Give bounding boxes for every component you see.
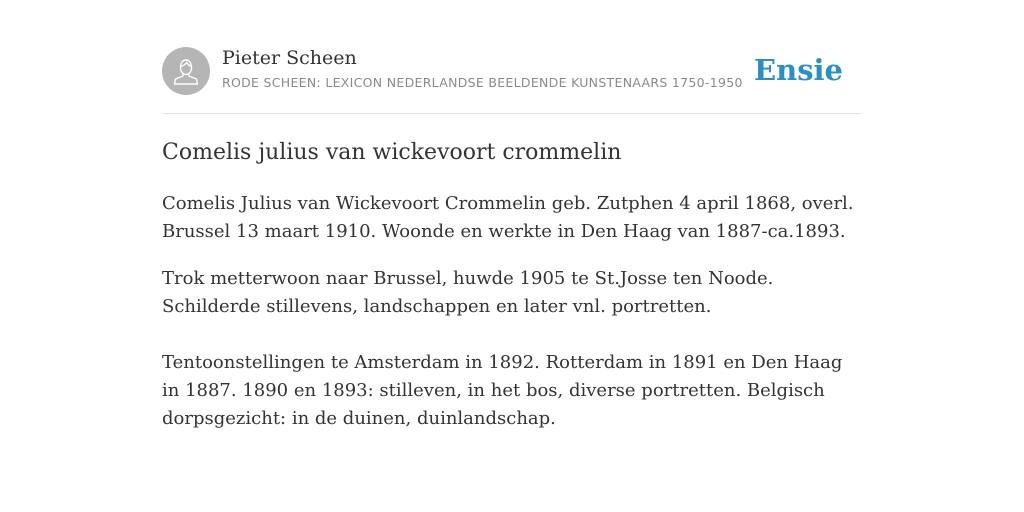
article-card — [162, 46, 862, 433]
article-paragraph-1: Comelis Julius van Wickevoort Crommelin geb. Zutphen 4 april 1868, overl. Brussel 13 maart 1910. Woonde en werkte in Den Haag van 1887-ca.1893. — [162, 193, 854, 242]
article-paragraph-2: Trok metterwoon naar Brussel, huwde 1905 te St.Josse ten Noode. Schilderde stillevens, landschappen en later vnl. portretten. — [162, 268, 774, 317]
ensie-logo[interactable]: Ensie — [754, 53, 843, 87]
source-title[interactable]: RODE SCHEEN: LEXICON NEDERLANDSE BEELDENDE KUNSTENAARS 1750-1950 — [222, 75, 743, 90]
article-paragraph-3: Tentoonstellingen te Amsterdam in 1892. Rotterdam in 1891 en Den Haag in 1887. 1890 en 1893: stilleven, in het bos, diverse portretten. Belgisch dorpsgezicht: in de duinen, duinlandschap. — [162, 352, 843, 429]
article-title: Comelis julius van wickevoort crommelin — [162, 140, 622, 165]
author-avatar[interactable] — [162, 47, 210, 95]
author-name[interactable]: Pieter Scheen — [222, 47, 357, 69]
article-header — [162, 46, 862, 114]
user-icon — [162, 47, 210, 95]
